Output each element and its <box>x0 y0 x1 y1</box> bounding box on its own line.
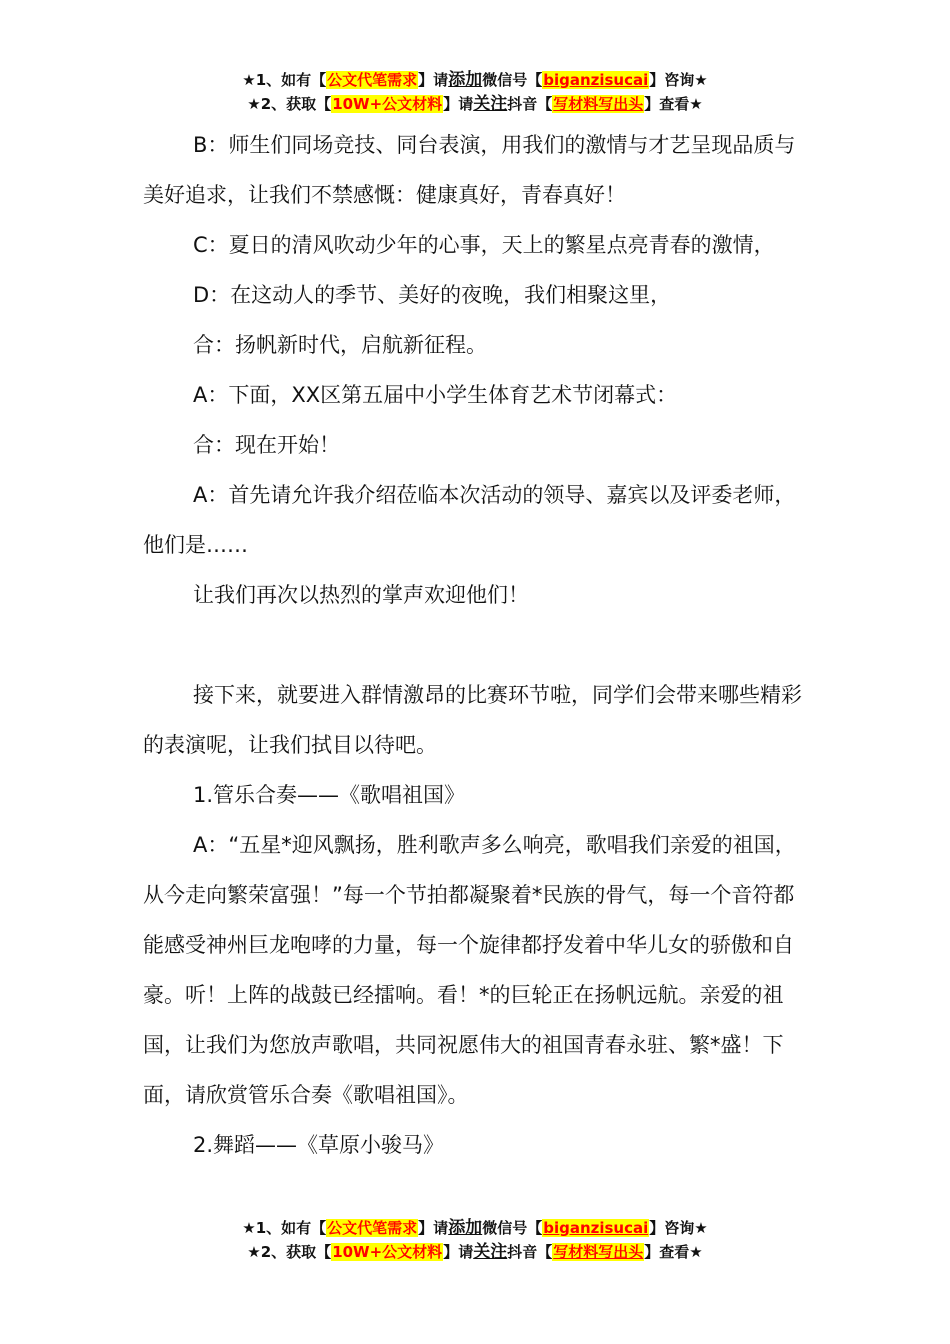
wechat-id-link[interactable]: biganzisucai <box>543 1219 649 1237</box>
banner-text: 】咨询★ <box>649 1219 708 1237</box>
banner-text: 微信号【 <box>482 1219 543 1237</box>
banner-highlight: 公文代笔需求 <box>327 71 418 89</box>
banner-text: ★2、获取【 <box>247 95 332 113</box>
banner-emphasis: 添加 <box>448 1218 483 1238</box>
banner-highlight: 10W+公文材料 <box>332 1243 443 1261</box>
banner-text: ★2、获取【 <box>247 1243 332 1261</box>
banner-line-2 <box>0 1240 950 1264</box>
banner-emphasis: 添加 <box>448 70 483 90</box>
paragraph: B：师生们同场竞技、同台表演，用我们的激情与才艺呈现品质与美好追求，让我们不禁感慨：健康真好，青春真好！ <box>143 133 796 207</box>
paragraph: A：下面，XX区第五届中小学生体育艺术节闭幕式： <box>193 383 678 407</box>
paragraph: A：首先请允许我介绍莅临本次活动的领导、嘉宾以及评委老师，他们是…… <box>143 483 796 557</box>
banner-text: 】查看★ <box>644 1243 703 1261</box>
banner-text: 】请 <box>418 71 449 89</box>
section-heading: 2.舞蹈——《草原小骏马》 <box>193 1133 445 1157</box>
banner-text: 】请 <box>443 95 474 113</box>
paragraph: 合：扬帆新时代，启航新征程。 <box>193 333 487 357</box>
banner-text: ★1、如有【 <box>242 1219 327 1237</box>
banner-text: 微信号【 <box>482 71 543 89</box>
wechat-id-link[interactable]: biganzisucai <box>543 71 649 89</box>
banner-text: 抖音【 <box>507 95 553 113</box>
banner-text: ★1、如有【 <box>242 71 327 89</box>
paragraph: 让我们再次以热烈的掌声欢迎他们！ <box>193 583 529 607</box>
banner-emphasis: 关注 <box>473 1242 508 1262</box>
paragraph: 合：现在开始！ <box>193 433 340 457</box>
paragraph: A：“五星*迎风飘扬，胜利歌声多么响亮，歌唱我们亲爱的祖国，从今走向繁荣富强！”每一个节拍都凝聚着*民族的骨气，每一个音符都能感受神州巨龙咆哮的力量，每一个旋律都抒发着中华儿女的骄傲和自豪。听！上阵的战鼓已经擂响。看！*的巨轮正在扬帆远航。亲爱的祖国，让我们为您放声歌唱，共同祝愿伟大的祖国青春永驻、繁*盛！下面，请欣赏管乐合奏《歌唱祖国》。 <box>143 833 796 1107</box>
header-banner <box>0 68 950 116</box>
banner-text: 】请 <box>443 1243 474 1261</box>
footer-banner <box>0 1216 950 1264</box>
blank-line <box>143 620 813 670</box>
banner-text: 】请 <box>418 1219 449 1237</box>
banner-line-2 <box>0 92 950 116</box>
banner-highlight: 公文代笔需求 <box>327 1219 418 1237</box>
banner-emphasis: 关注 <box>473 94 508 114</box>
document-body <box>143 120 813 1170</box>
banner-text: 抖音【 <box>507 1243 553 1261</box>
paragraph: D：在这动人的季节、美好的夜晚，我们相聚这里， <box>193 283 672 307</box>
banner-highlight: 10W+公文材料 <box>332 95 443 113</box>
paragraph: 接下来，就要进入群情激昂的比赛环节啦，同学们会带来哪些精彩的表演呢，让我们拭目以待吧。 <box>143 683 802 757</box>
douyin-account-link[interactable]: 写材料写出头 <box>553 1243 644 1261</box>
banner-line-1 <box>0 68 950 92</box>
banner-line-1 <box>0 1216 950 1240</box>
banner-text: 】咨询★ <box>649 71 708 89</box>
banner-text: 】查看★ <box>644 95 703 113</box>
douyin-account-link[interactable]: 写材料写出头 <box>553 95 644 113</box>
section-heading: 1.管乐合奏——《歌唱祖国》 <box>193 783 466 807</box>
paragraph: C：夏日的清风吹动少年的心事，天上的繁星点亮青春的激情， <box>193 233 775 257</box>
